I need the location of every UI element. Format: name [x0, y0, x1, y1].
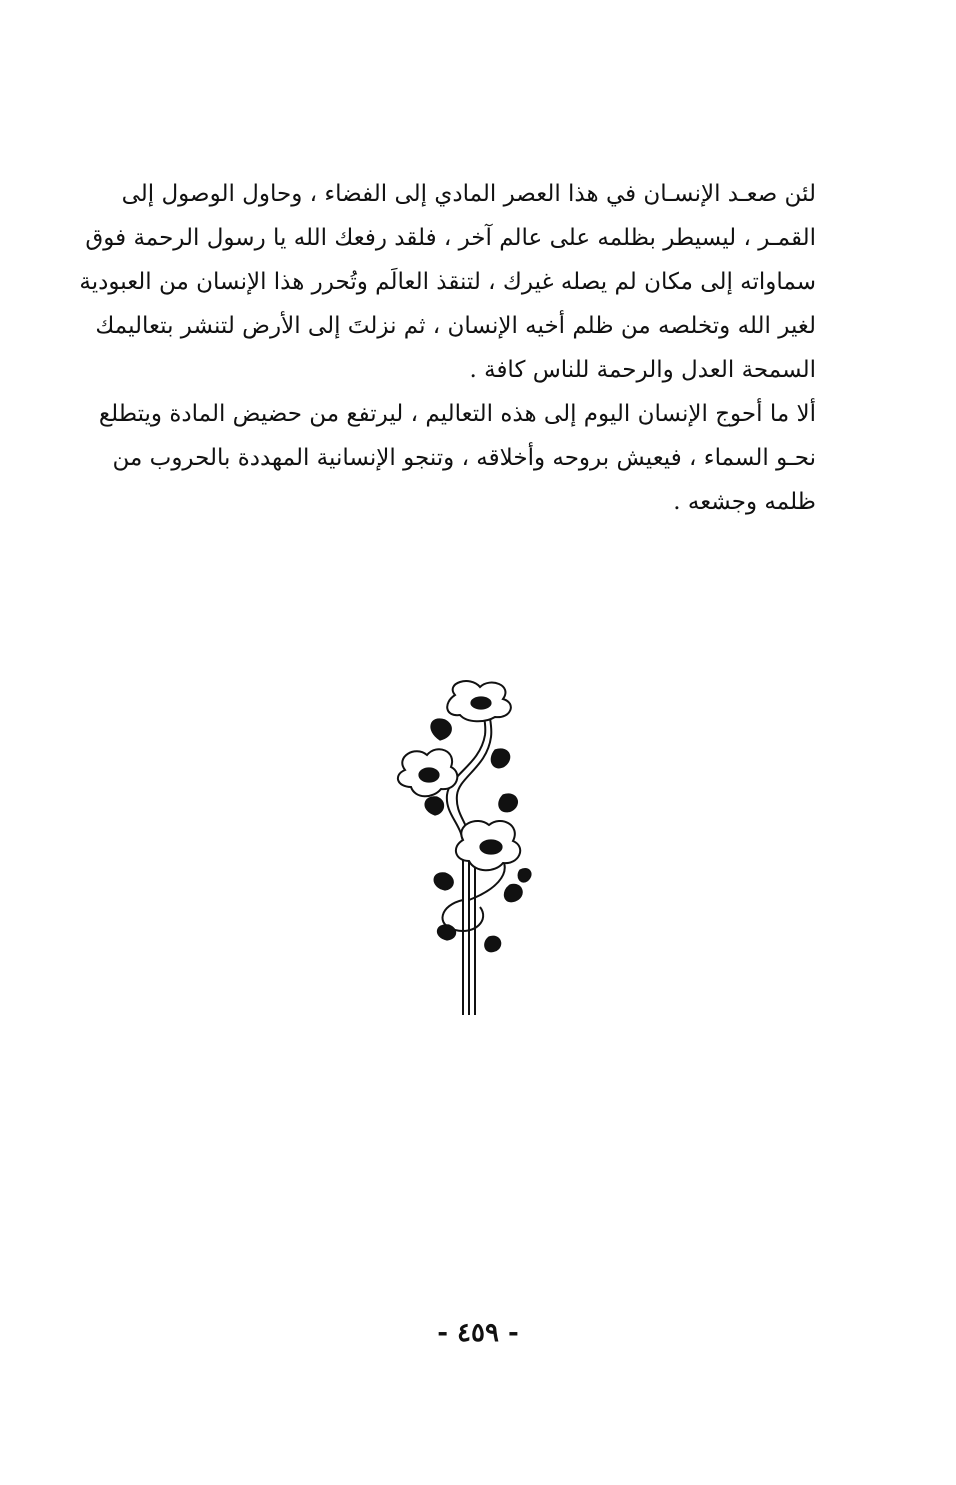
- text-line: السمحة العدل والرحمة للناس كافة .: [469, 357, 816, 383]
- floral-ornament-icon: [385, 675, 545, 1020]
- paragraph-2: [98, 392, 816, 524]
- body-text: [79, 172, 816, 524]
- page-number: - ٤٥٩ -: [437, 1318, 519, 1348]
- paragraph-1: [79, 172, 816, 392]
- text-line: نحـو السماء ، فيعيش بروحه وأخلاقه ، وتنجو الإنسانية المهددة بالحروب من: [112, 445, 816, 471]
- text-line: لغير الله وتخلصه من ظلم أخيه الإنسان ، ثم نزلتَ إلى الأرض لتنشر بتعاليمك: [95, 313, 816, 339]
- text-line: ظلمه وجشعه .: [673, 489, 816, 515]
- text-line: ألا ما أحوج الإنسان اليوم إلى هذه التعاليم ، ليرتفع من حضيض المادة ويتطلع: [98, 401, 816, 427]
- text-line: سماواته إلى مكان لم يصله غيرك ، لتنقذ العالَم وتُحرر هذا الإنسان من العبودية: [79, 269, 816, 295]
- text-line: لئن صعـد الإنسـان في هذا العصر المادي إلى الفضاء ، وحاول الوصول إلى: [121, 181, 816, 207]
- text-line: القمـر ، ليسيطر بظلمه على عالم آخر ، فلقد رفعك الله يا رسول الرحمة فوق: [85, 225, 816, 251]
